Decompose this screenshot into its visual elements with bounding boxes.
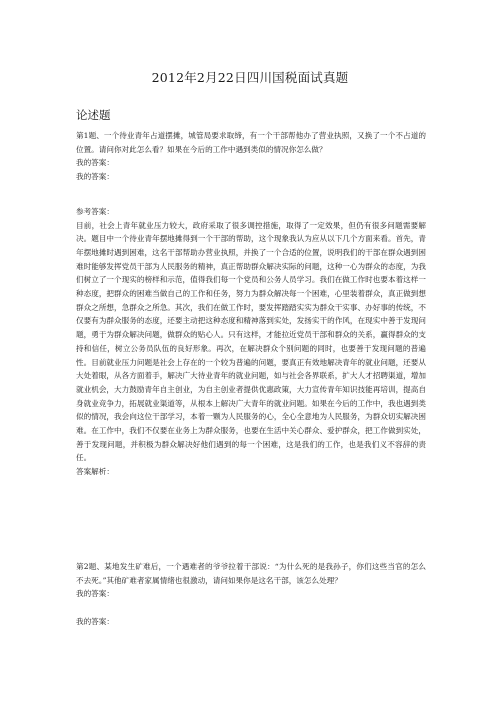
my-answer-label: 我的答案： bbox=[76, 172, 114, 182]
spacer bbox=[76, 184, 426, 205]
my-answer-label: 我的答案： bbox=[76, 158, 114, 168]
spacer bbox=[76, 601, 426, 615]
spacer bbox=[76, 479, 426, 560]
question-2-text: 第2题、某地发生矿难后，一个遇难者的爷爷拉着干部说：“为什么死的是我孙子，你们这些当官的怎么不去死。”其他矿难者家属情绪也很激动，请问如果你是这名干部，该怎么处理？ bbox=[76, 561, 426, 585]
my-answer-label: 我的答案： bbox=[76, 616, 114, 626]
reference-answer-text: 目前，社会上青年就业压力较大，政府采取了很多调控措施，取得了一定效果，但仍有很多问题需要解决。题目中一个待业青年摆地摊得到一个干部的帮助，这个现象我认为应从以下几个方面来看。首先，青年摆地摊时遇到困难，这名干部帮助办营业执照，并换了一个合适的位置，说明我们的干部在群众遇到困难时能够发挥党员干部为人民服务的精神，真正帮助群众解决实际的问题，这种一心为群众的态度，为我们树立了一个现实的榜样和示范，值得我们每一个党员和公务人员学习。我们在做工作时也要本着这样一种态度，把群众的困难当做自己的工作和任务，努力为群众解决每一个困难，心里装着群众，真正做到想群众之所想，急群众之所急。其次，我们在做工作时，要发挥踏踏实实为群众干实事、办好事的传统，不仅要有为群众服务的态度，还要主动把这种态度和精神落到实处，发扬实干的作风，在现实中善于发现问题，勇于为群众解决问题，做群众的贴心人。只有这样，才能拉近党员干部和群众的关系，赢得群众的支持和信任，树立公务员队伍的良好形象。再次，在解决群众个别问题的同时，也要善于发现问题的普遍性。目前就业压力问题是社会上存在的一个较为普遍的问题，要真正有效地解决青年的就业问题，还要从大处着眼，从各方面着手，解决广大待业青年的就业问题，如与社会各界联系，扩大人才招聘渠道，增加就业机会，大力鼓励青年自主创业，为自主创业者提供优惠政策，大力宣传青年知识技能再培训，提高自身就业竞争力，拓展就业渠道等，从根本上解决广大青年的就业问题。如果在今后的工作中，我也遇到类似的情况，我会向这位干部学习，本着一颗为人民服务的心，全心全意地为人民服务，为群众切实解决困难。在工作中，我们不仅要在业务上为群众服务，也要在生活中关心群众、爱护群众，把工作做到实处，善于发现问题，并积极为群众解决好他们遇到的每一个困难，这是我们的工作，也是我们义不容辞的责任。 bbox=[76, 220, 426, 463]
document-title: 2012年2月22日四川国税面试真题 bbox=[151, 70, 349, 85]
my-answer-label: 我的答案： bbox=[76, 589, 114, 599]
reference-answer-label: 参考答案： bbox=[76, 206, 114, 216]
answer-analysis-label: 答案解析： bbox=[76, 467, 114, 477]
section-heading: 论述题 bbox=[76, 108, 111, 122]
question-1-text: 第1题、一个待业青年占道摆摊，城管局要求取缔，有一个干部帮他办了营业执照，又换了一个不占道的位置。请问你对此怎么看？如果在今后的工作中遇到类似的情况你怎么做？ bbox=[76, 131, 426, 154]
document-body bbox=[76, 129, 426, 629]
